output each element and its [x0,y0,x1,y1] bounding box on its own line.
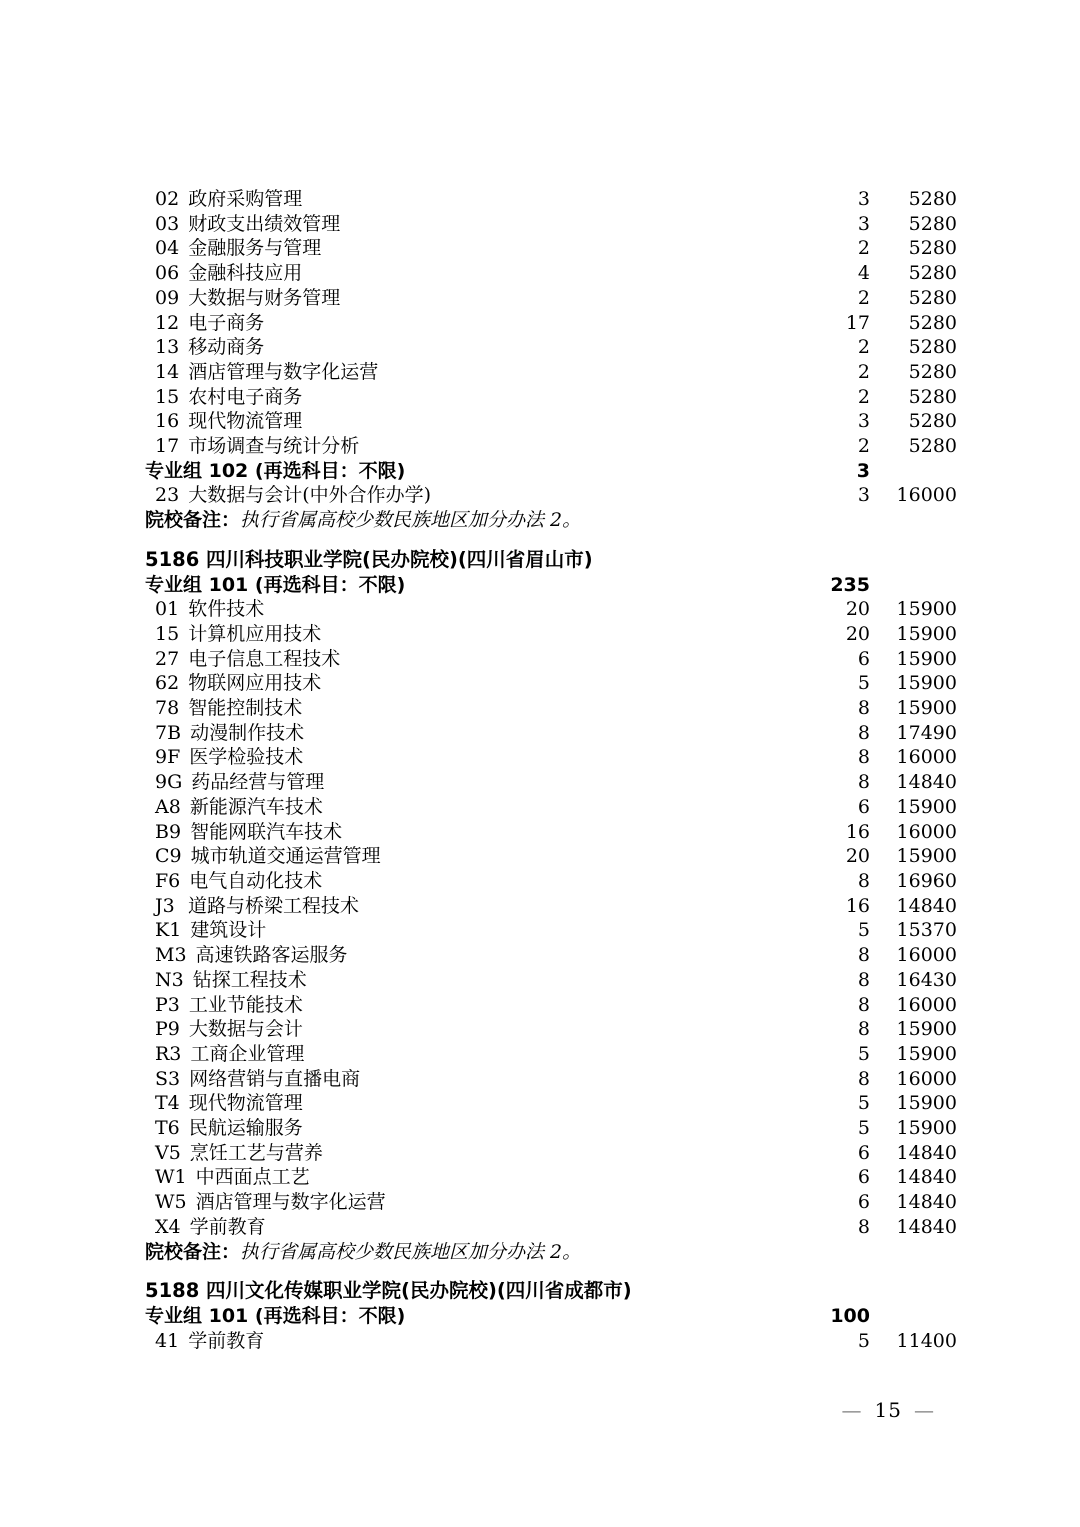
program-fee: 15900 [896,697,957,720]
program-name: 烹饪工艺与营养 [189,1141,323,1164]
program-name: 移动商务 [188,336,265,359]
program-fee: 15900 [896,1092,957,1115]
program-name-cell [145,795,790,820]
program-name: 新能源汽车技术 [189,795,323,818]
program-name-cell [145,1329,790,1354]
program-row [145,1042,957,1067]
program-name-cell [145,696,790,721]
program-fee: 5280 [908,212,957,235]
institution-remark [145,1240,957,1265]
program-name: 酒店管理与数字化运营 [188,360,379,383]
program-name: 市场调查与统计分析 [188,435,360,458]
program-plan-count: 8 [857,1215,870,1238]
major-group-fee-spacer [870,459,957,484]
program-plan-count: 8 [857,944,870,967]
program-name-cell [145,360,790,385]
institution-header: 5188 四川文化传媒职业学院(民办院校)(四川省成都市) [145,1279,632,1303]
program-name: 现代物流管理 [188,410,303,433]
program-plan-count: 4 [857,262,870,285]
program-code: 12 [155,311,180,334]
program-code: 23 [155,484,180,507]
program-name-cell [145,1165,790,1190]
program-fee: 16960 [896,869,957,892]
program-row [145,622,957,647]
program-code: B9 [155,820,182,843]
program-fee: 16430 [896,968,957,991]
program-plan-count: 3 [857,484,870,507]
program-plan-count: 2 [857,435,870,458]
program-plan-count: 20 [845,598,870,621]
program-name: 学前教育 [189,1215,266,1238]
program-plan-count: 20 [845,622,870,645]
program-plan-count: 8 [857,993,870,1016]
program-name: 民航运输服务 [188,1117,303,1140]
program-name: 学前教育 [188,1329,265,1352]
program-plan-count: 5 [857,1117,870,1140]
program-name-cell [145,745,790,770]
program-fee: 14840 [896,1215,957,1238]
program-plan-count: 6 [857,647,870,670]
program-plan-count: 6 [857,795,870,818]
program-row [145,385,957,410]
program-name: 大数据与会计(中外合作办学) [188,484,432,507]
program-fee: 16000 [896,746,957,769]
major-group-header [145,459,957,484]
program-code: R3 [155,1042,182,1065]
program-name: 电子信息工程技术 [188,647,341,670]
program-name: 道路与桥梁工程技术 [188,894,360,917]
program-name: 金融服务与管理 [188,237,322,260]
program-row [145,335,957,360]
program-plan-count: 2 [857,336,870,359]
program-fee: 15900 [896,1018,957,1041]
program-row [145,261,957,286]
program-code: W5 [155,1191,187,1214]
program-row [145,409,957,434]
program-name: 财政支出绩效管理 [188,212,341,235]
program-fee: 14840 [896,1191,957,1214]
program-code: 62 [155,672,180,695]
program-name-cell [145,311,790,336]
program-row [145,647,957,672]
program-name-cell [145,335,790,360]
remark-label: 院校备注： [145,1240,241,1263]
program-name: 中西面点工艺 [195,1166,310,1189]
program-plan-count: 2 [857,360,870,383]
program-code: 17 [155,435,180,458]
program-fee: 15370 [896,919,957,942]
major-group-fee-spacer [870,573,957,598]
program-code: 03 [155,212,180,235]
program-code: T4 [155,1092,180,1115]
page-footer [830,1398,947,1422]
major-group-label: 专业组 102 (再选科目：不限) [145,459,406,482]
program-name-cell [145,597,790,622]
program-row [145,844,957,869]
program-row [145,1141,957,1166]
program-fee: 14840 [896,1141,957,1164]
program-name-cell [145,622,790,647]
program-plan-count: 8 [857,1018,870,1041]
program-code: 9F [155,746,181,769]
program-row [145,360,957,385]
program-fee: 15900 [896,1042,957,1065]
remark-text: 执行省属高校少数民族地区加分办法 2。 [240,1240,582,1263]
program-name-cell [145,721,790,746]
program-code: 01 [155,598,180,621]
program-row [145,187,957,212]
program-plan-count: 3 [857,212,870,235]
program-plan-count: 8 [857,869,870,892]
program-row [145,434,957,459]
program-name-cell [145,918,790,943]
program-code: 06 [155,262,180,285]
program-name: 电气自动化技术 [189,869,323,892]
program-name-cell [145,1017,790,1042]
program-plan-count: 6 [857,1191,870,1214]
program-name: 金融科技应用 [188,262,303,285]
program-code: A8 [155,795,181,818]
program-fee: 15900 [896,647,957,670]
program-plan-count: 8 [857,721,870,744]
program-plan-count: 20 [845,845,870,868]
program-row [145,311,957,336]
program-fee: 5280 [908,336,957,359]
program-name-cell [145,1091,790,1116]
program-row [145,968,957,993]
program-row [145,212,957,237]
program-fee: 14840 [896,1166,957,1189]
program-row [145,236,957,261]
program-code: 16 [155,410,180,433]
program-fee: 5280 [908,262,957,285]
program-fee: 5280 [908,188,957,210]
program-name: 大数据与财务管理 [188,286,341,309]
program-row [145,943,957,968]
program-plan-count: 5 [857,1092,870,1115]
program-fee: 15900 [896,672,957,695]
program-name-cell [145,187,790,212]
major-group-header [145,1304,957,1329]
program-plan-count: 5 [857,1042,870,1065]
program-name: 农村电子商务 [188,385,303,408]
program-plan-count: 8 [857,697,870,720]
program-code: T6 [155,1117,180,1140]
program-name: 动漫制作技术 [190,721,305,744]
program-plan-count: 8 [857,968,870,991]
program-plan-count: 2 [857,286,870,309]
program-code: 15 [155,385,180,408]
program-code: 02 [155,188,180,210]
remark-label: 院校备注： [145,509,241,532]
program-row [145,820,957,845]
program-row [145,1067,957,1092]
institution-header: 5186 四川科技职业学院(民办院校)(四川省眉山市) [145,547,593,571]
major-group-plan-count: 100 [830,1304,870,1327]
footer-right-dash: — [914,1398,935,1422]
institution-remark [145,508,957,533]
program-name-cell [145,1215,790,1240]
program-row [145,1017,957,1042]
program-fee: 15900 [896,845,957,868]
program-code: 14 [155,360,180,383]
program-plan-count: 3 [857,410,870,433]
program-row [145,1116,957,1141]
footer-left-dash: — [841,1398,863,1422]
program-code: 15 [155,622,180,645]
program-code: F6 [155,869,181,892]
program-fee: 5280 [908,237,957,260]
program-fee: 16000 [896,484,957,507]
program-fee: 14840 [896,771,957,794]
program-row [145,894,957,919]
program-code: 04 [155,237,180,260]
program-name-cell [145,968,790,993]
program-code: S3 [155,1067,181,1090]
program-plan-count: 5 [857,919,870,942]
program-row [145,918,957,943]
program-row [145,1329,957,1354]
program-code: J3 [155,894,175,917]
program-code: P3 [155,993,180,1016]
program-name-cell [145,236,790,261]
program-name: 网络营销与直播电商 [189,1067,361,1090]
program-code: K1 [155,919,182,942]
program-fee: 17490 [896,721,957,744]
program-name-cell [145,820,790,845]
program-plan-count: 8 [857,746,870,769]
program-name: 智能网联汽车技术 [190,820,343,843]
program-name-cell [145,1141,790,1166]
program-code: V5 [155,1141,181,1164]
program-name: 物联网应用技术 [188,672,322,695]
program-name-cell [145,286,790,311]
program-fee: 5280 [908,360,957,383]
program-fee: 15900 [896,1117,957,1140]
program-row [145,1091,957,1116]
program-fee: 16000 [896,820,957,843]
program-name: 酒店管理与数字化运营 [195,1191,386,1214]
program-row [145,671,957,696]
program-row [145,696,957,721]
program-fee: 14840 [896,894,957,917]
program-plan-count: 3 [857,188,870,210]
program-name: 高速铁路客运服务 [195,944,348,967]
program-name-cell [145,1067,790,1092]
program-name-cell [145,434,790,459]
program-row [145,993,957,1018]
program-name-cell [145,1042,790,1067]
program-name: 政府采购管理 [188,188,303,210]
program-plan-count: 5 [857,672,870,695]
program-code: N3 [155,968,184,991]
program-fee: 16000 [896,1067,957,1090]
program-code: 7B [155,721,182,744]
major-group-label: 专业组 101 (再选科目：不限) [145,573,406,596]
program-name: 工业节能技术 [188,993,303,1016]
program-name: 药品经营与管理 [191,771,325,794]
program-name-cell [145,671,790,696]
program-plan-count: 2 [857,385,870,408]
program-code: 09 [155,286,180,309]
program-row [145,869,957,894]
program-row [145,770,957,795]
program-name: 大数据与会计 [188,1018,303,1041]
program-name-cell [145,869,790,894]
program-code: 13 [155,336,180,359]
program-code: X4 [155,1215,181,1238]
program-name-cell [145,770,790,795]
program-row [145,795,957,820]
program-code: W1 [155,1166,187,1189]
program-code: 9G [155,771,183,794]
program-code: P9 [155,1018,180,1041]
major-group-plan-count: 235 [830,573,870,596]
program-code: C9 [155,845,182,868]
program-name: 现代物流管理 [188,1092,303,1115]
program-name-cell [145,844,790,869]
program-row [145,597,957,622]
program-name-cell [145,409,790,434]
program-plan-count: 8 [857,771,870,794]
program-name-cell [145,1190,790,1215]
major-group-header [145,573,957,598]
program-fee: 16000 [896,944,957,967]
program-name: 钻探工程技术 [192,968,307,991]
remark-text: 执行省属高校少数民族地区加分办法 2。 [240,509,582,532]
program-code: M3 [155,944,187,967]
program-row [145,286,957,311]
major-group-fee-spacer [870,1304,957,1329]
program-name: 工商企业管理 [190,1042,305,1065]
program-fee: 5280 [908,435,957,458]
program-code: 41 [155,1329,180,1352]
program-fee: 16000 [896,993,957,1016]
program-fee: 5280 [908,311,957,334]
program-name: 电子商务 [188,311,265,334]
program-code: 78 [155,697,180,720]
program-row [145,483,957,508]
program-name: 城市轨道交通运营管理 [190,845,381,868]
program-fee: 5280 [908,286,957,309]
major-group-plan-count: 3 [856,459,870,482]
program-row [145,1165,957,1190]
program-name: 建筑设计 [190,919,267,942]
program-name: 计算机应用技术 [188,622,322,645]
program-name-cell [145,993,790,1018]
program-plan-count: 6 [857,1166,870,1189]
program-name-cell [145,943,790,968]
program-plan-count: 16 [845,894,870,917]
program-fee: 15900 [896,622,957,645]
program-fee: 15900 [896,598,957,621]
program-name-cell [145,1116,790,1141]
document-body [145,187,957,1353]
program-row [145,745,957,770]
program-row [145,1215,957,1240]
program-plan-count: 8 [857,1067,870,1090]
program-plan-count: 5 [857,1329,870,1352]
program-fee: 5280 [908,410,957,433]
program-fee: 5280 [908,385,957,408]
program-name-cell [145,385,790,410]
program-fee: 11400 [896,1329,957,1352]
program-name: 智能控制技术 [188,697,303,720]
major-group-label: 专业组 101 (再选科目：不限) [145,1304,406,1327]
program-plan-count: 6 [857,1141,870,1164]
program-row [145,721,957,746]
program-row [145,1190,957,1215]
program-name: 软件技术 [188,598,265,621]
program-name-cell [145,212,790,237]
page-number: 15 [874,1398,902,1422]
program-plan-count: 2 [857,237,870,260]
program-name: 医学检验技术 [189,746,304,769]
program-name-cell [145,894,790,919]
program-plan-count: 16 [845,820,870,843]
program-code: 27 [155,647,180,670]
program-name-cell [145,261,790,286]
program-plan-count: 17 [845,311,870,334]
program-name-cell [145,647,790,672]
program-name-cell [145,483,790,508]
program-fee: 15900 [896,795,957,818]
